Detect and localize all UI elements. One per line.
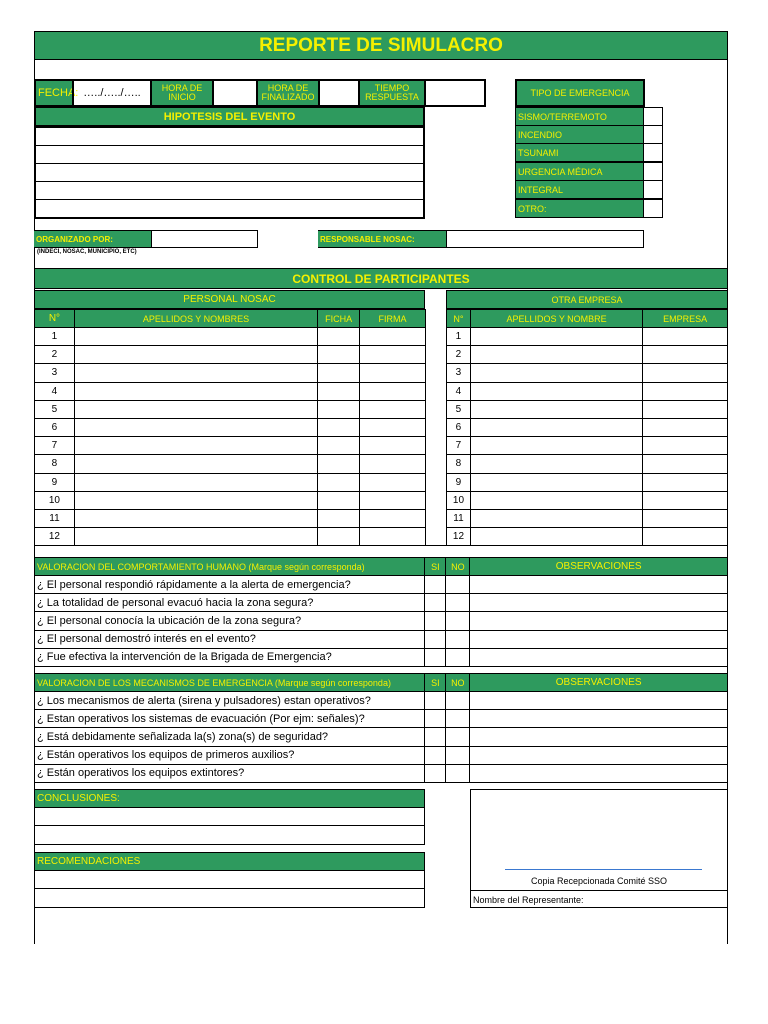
table-row: [35, 437, 426, 455]
question-text: ¿ El personal respondió rápidamente a la alerta de emergencia?: [35, 576, 425, 594]
table-row: [35, 491, 426, 509]
table-row: [35, 630, 728, 648]
obs-cell[interactable]: [470, 594, 728, 612]
responsable-field[interactable]: [446, 230, 644, 248]
tiempo-respuesta-label: TIEMPO RESPUESTA: [358, 79, 426, 107]
name-cell[interactable]: [470, 455, 642, 473]
firma-cell[interactable]: [360, 437, 426, 455]
firma-cell[interactable]: [360, 473, 426, 491]
question-text: ¿ Los mecanismos de alerta (sirena y pulsadores) estan operativos?: [35, 692, 425, 710]
row-number: 9: [35, 473, 75, 491]
name-cell[interactable]: [74, 382, 317, 400]
name-cell[interactable]: [470, 473, 642, 491]
si-header: SI: [425, 558, 446, 576]
representante-label: Nombre del Representante:: [471, 890, 727, 908]
table-row: [447, 455, 728, 473]
row-number: 6: [35, 418, 75, 436]
obs-cell[interactable]: [470, 746, 728, 764]
empresa-cell[interactable]: [643, 364, 728, 382]
human-title: VALORACION DEL COMPORTAMIENTO HUMANO (Marque según corresponda): [35, 558, 425, 576]
hipotesis-area[interactable]: [34, 126, 425, 219]
obs-cell[interactable]: [470, 630, 728, 648]
row-number: 3: [35, 364, 75, 382]
hora-inicio-field[interactable]: [212, 79, 258, 107]
name-cell[interactable]: [470, 364, 642, 382]
question-text: ¿ Está debidamente señalizada la(s) zona(s) de seguridad?: [35, 728, 425, 746]
table-row: [447, 382, 728, 400]
empresa-cell[interactable]: [643, 509, 728, 527]
ficha-cell[interactable]: [318, 418, 360, 436]
hora-finalizado-label: HORA DE FINALIZADO: [256, 79, 320, 107]
ficha-cell[interactable]: [318, 364, 360, 382]
row-number: 11: [35, 509, 75, 527]
empresa-cell[interactable]: [643, 328, 728, 346]
hipotesis-label: HIPOTESIS DEL EVENTO: [34, 106, 425, 127]
empresa-cell[interactable]: [643, 473, 728, 491]
col-header: APELLIDOS Y NOMBRE: [470, 310, 642, 328]
name-cell[interactable]: [74, 509, 317, 527]
hora-finalizado-field[interactable]: [318, 79, 360, 107]
table-row: [447, 364, 728, 382]
table-row: [447, 509, 728, 527]
no-cell[interactable]: [446, 612, 470, 630]
name-cell[interactable]: [470, 400, 642, 418]
empresa-cell[interactable]: [643, 400, 728, 418]
ficha-cell[interactable]: [318, 346, 360, 364]
table-row: [447, 473, 728, 491]
no-cell[interactable]: [446, 648, 470, 666]
empresa-cell[interactable]: [643, 382, 728, 400]
emergency-type-label: TSUNAMI: [515, 143, 644, 162]
name-cell[interactable]: [74, 473, 317, 491]
si-cell[interactable]: [425, 746, 446, 764]
conclusiones-line[interactable]: [34, 807, 425, 826]
name-cell[interactable]: [74, 328, 317, 346]
table-row: [35, 528, 426, 546]
organizado-note: (INDECI, NOSAC, MUNICIPIO, ETC): [37, 249, 137, 255]
page-title: REPORTE DE SIMULACRO: [34, 31, 728, 60]
si-cell[interactable]: [425, 692, 446, 710]
question-text: ¿ El personal conocía la ubicación de la zona segura?: [35, 612, 425, 630]
fecha-field[interactable]: …../…../…..: [72, 79, 152, 107]
no-cell[interactable]: [446, 594, 470, 612]
empresa-cell[interactable]: [643, 455, 728, 473]
recomendaciones-line[interactable]: [34, 888, 425, 908]
row-number: 4: [447, 382, 471, 400]
si-cell[interactable]: [425, 612, 446, 630]
row-number: 7: [447, 437, 471, 455]
fecha-label: FECHA:: [34, 79, 74, 107]
row-number: 2: [35, 346, 75, 364]
table-row: [35, 400, 426, 418]
table-row: [447, 328, 728, 346]
organizado-label: ORGANIZADO POR:: [34, 230, 151, 248]
col-header: APELLIDOS Y NOMBRES: [74, 310, 317, 328]
obs-cell[interactable]: [470, 710, 728, 728]
ficha-cell[interactable]: [318, 455, 360, 473]
name-cell[interactable]: [470, 346, 642, 364]
conclusiones-line[interactable]: [34, 825, 425, 845]
table-row: [447, 491, 728, 509]
emergency-type-checkbox[interactable]: [643, 125, 663, 144]
otra-table: [446, 309, 728, 546]
emergency-type-label: INCENDIO: [515, 125, 644, 144]
personal-table: [34, 309, 426, 546]
table-row: [35, 509, 426, 527]
question-text: ¿ Estan operativos los sistemas de evacuación (Por ejm: señales)?: [35, 710, 425, 728]
table-row: [35, 728, 728, 746]
firma-cell[interactable]: [360, 364, 426, 382]
table-row: [447, 346, 728, 364]
ficha-cell[interactable]: [318, 473, 360, 491]
table-row: [35, 455, 426, 473]
emergency-type-checkbox[interactable]: [643, 180, 663, 199]
row-number: 1: [35, 328, 75, 346]
table-row: [35, 612, 728, 630]
signature-box: [470, 789, 728, 908]
row-number: 10: [447, 491, 471, 509]
row-number: 10: [35, 491, 75, 509]
firma-cell[interactable]: [360, 328, 426, 346]
ficha-cell[interactable]: [318, 382, 360, 400]
row-number: 8: [447, 455, 471, 473]
tiempo-respuesta-field[interactable]: [424, 79, 486, 107]
name-cell[interactable]: [470, 437, 642, 455]
name-cell[interactable]: [74, 418, 317, 436]
col-header: EMPRESA: [643, 310, 728, 328]
organizado-field[interactable]: [151, 230, 258, 248]
ficha-cell[interactable]: [318, 509, 360, 527]
empresa-cell[interactable]: [643, 346, 728, 364]
si-cell[interactable]: [425, 594, 446, 612]
table-row: [35, 594, 728, 612]
recomendaciones-label: RECOMENDACIONES: [34, 852, 425, 871]
no-cell[interactable]: [446, 746, 470, 764]
si-cell[interactable]: [425, 630, 446, 648]
firma-cell[interactable]: [360, 528, 426, 546]
otra-title: OTRA EMPRESA: [446, 290, 728, 309]
question-text: ¿ Están operativos los equipos extintores?: [35, 764, 425, 782]
name-cell[interactable]: [74, 491, 317, 509]
emergency-type-checkbox[interactable]: [643, 199, 663, 218]
firma-cell[interactable]: [360, 455, 426, 473]
firma-cell[interactable]: [360, 346, 426, 364]
row-number: 5: [35, 400, 75, 418]
empresa-cell[interactable]: [643, 418, 728, 436]
obs-header: OBSERVACIONES: [470, 558, 728, 576]
name-cell[interactable]: [470, 418, 642, 436]
no-header: NO: [446, 558, 470, 576]
table-row: [35, 746, 728, 764]
si-cell[interactable]: [425, 710, 446, 728]
table-row: [35, 692, 728, 710]
table-row: [447, 437, 728, 455]
name-cell[interactable]: [470, 491, 642, 509]
si-cell[interactable]: [425, 764, 446, 782]
firma-cell[interactable]: [360, 418, 426, 436]
table-row: [35, 764, 728, 782]
empresa-cell[interactable]: [643, 528, 728, 546]
row-number: 1: [447, 328, 471, 346]
no-cell[interactable]: [446, 764, 470, 782]
table-row: [35, 648, 728, 666]
emergency-type-checkbox[interactable]: [643, 143, 663, 162]
table-row: [35, 576, 728, 594]
table-row: [35, 473, 426, 491]
table-row: [447, 528, 728, 546]
obs-cell[interactable]: [470, 764, 728, 782]
col-header: FICHA: [318, 310, 360, 328]
empresa-cell[interactable]: [643, 491, 728, 509]
row-number: 8: [35, 455, 75, 473]
name-cell[interactable]: [470, 382, 642, 400]
emergency-type-checkbox[interactable]: [643, 107, 663, 126]
table-row: [35, 328, 426, 346]
name-cell[interactable]: [74, 400, 317, 418]
firma-cell[interactable]: [360, 382, 426, 400]
name-cell[interactable]: [74, 528, 317, 546]
recomendaciones-line[interactable]: [34, 870, 425, 889]
mech-table: [34, 673, 728, 783]
table-row: [35, 710, 728, 728]
table-row: [35, 346, 426, 364]
row-number: 5: [447, 400, 471, 418]
name-cell[interactable]: [74, 455, 317, 473]
responsable-label: RESPONSABLE NOSAC:: [318, 230, 446, 248]
no-cell[interactable]: [446, 630, 470, 648]
tipo-emergencia-label: TIPO DE EMERGENCIA: [515, 79, 645, 107]
emergency-type-checkbox[interactable]: [643, 162, 663, 181]
question-text: ¿ Fue efectiva la intervención de la Brigada de Emergencia?: [35, 648, 425, 666]
si-cell[interactable]: [425, 728, 446, 746]
obs-cell[interactable]: [470, 728, 728, 746]
firma-cell[interactable]: [360, 491, 426, 509]
obs-cell[interactable]: [470, 648, 728, 666]
table-row: [35, 418, 426, 436]
ficha-cell[interactable]: [318, 400, 360, 418]
si-header: SI: [425, 674, 446, 692]
si-cell[interactable]: [425, 576, 446, 594]
question-text: ¿ El personal demostró interés en el evento?: [35, 630, 425, 648]
col-header: FIRMA: [360, 310, 426, 328]
name-cell[interactable]: [74, 346, 317, 364]
name-cell[interactable]: [74, 437, 317, 455]
no-cell[interactable]: [446, 576, 470, 594]
emergency-type-label: INTEGRAL: [515, 180, 644, 199]
col-header: N°: [447, 310, 471, 328]
name-cell[interactable]: [470, 528, 642, 546]
si-cell[interactable]: [425, 648, 446, 666]
col-header: N°: [35, 310, 75, 328]
table-row: [35, 364, 426, 382]
name-cell[interactable]: [74, 364, 317, 382]
emergency-type-list: [515, 107, 663, 218]
name-cell[interactable]: [470, 509, 642, 527]
row-number: 4: [35, 382, 75, 400]
no-cell[interactable]: [446, 692, 470, 710]
empresa-cell[interactable]: [643, 437, 728, 455]
row-number: 3: [447, 364, 471, 382]
row-number: 2: [447, 346, 471, 364]
human-table: [34, 557, 728, 667]
row-number: 9: [447, 473, 471, 491]
firma-cell[interactable]: [360, 509, 426, 527]
no-header: NO: [446, 674, 470, 692]
obs-cell[interactable]: [470, 612, 728, 630]
row-number: 11: [447, 509, 471, 527]
conclusiones-label: CONCLUSIONES:: [34, 789, 425, 808]
firma-cell[interactable]: [360, 400, 426, 418]
ficha-cell[interactable]: [318, 528, 360, 546]
personal-title: PERSONAL NOSAC: [34, 290, 425, 309]
emergency-type-label: URGENCIA MÉDICA: [515, 162, 644, 181]
emergency-type-label: SISMO/TERREMOTO: [515, 107, 644, 126]
row-number: 12: [35, 528, 75, 546]
table-row: [447, 400, 728, 418]
question-text: ¿ La totalidad de personal evacuó hacia la zona segura?: [35, 594, 425, 612]
name-cell[interactable]: [470, 328, 642, 346]
ficha-cell[interactable]: [318, 437, 360, 455]
mech-title: VALORACION DE LOS MECANISMOS DE EMERGENCIA (Marque según corresponda): [35, 674, 425, 692]
obs-header: OBSERVACIONES: [470, 674, 728, 692]
row-number: 12: [447, 528, 471, 546]
table-row: [35, 382, 426, 400]
no-cell[interactable]: [446, 728, 470, 746]
no-cell[interactable]: [446, 710, 470, 728]
hora-inicio-label: HORA DE INICIO: [150, 79, 214, 107]
ficha-cell[interactable]: [318, 491, 360, 509]
obs-cell[interactable]: [470, 576, 728, 594]
row-number: 6: [447, 418, 471, 436]
control-title: CONTROL DE PARTICIPANTES: [34, 268, 728, 289]
signature-line[interactable]: [505, 869, 702, 870]
ficha-cell[interactable]: [318, 328, 360, 346]
row-number: 7: [35, 437, 75, 455]
emergency-type-label: OTRO:: [515, 199, 644, 218]
obs-cell[interactable]: [470, 692, 728, 710]
table-row: [447, 418, 728, 436]
copia-label: Copia Recepcionada Comité SSO: [530, 876, 668, 886]
question-text: ¿ Están operativos los equipos de primeros auxilios?: [35, 746, 425, 764]
